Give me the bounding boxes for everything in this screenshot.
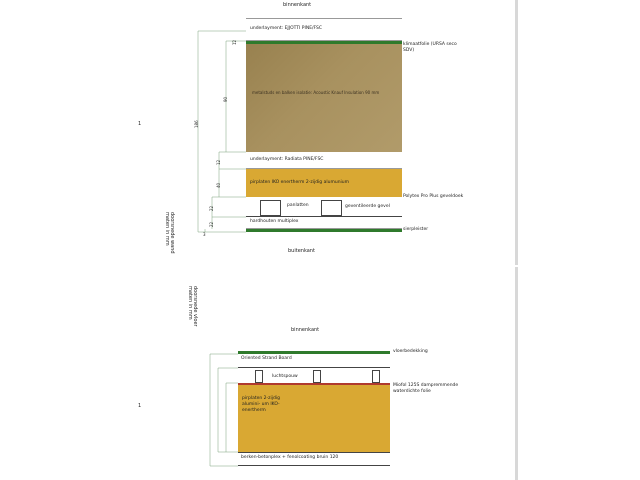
wall-pir-label: pirplaten IKO enertherm 2-zijdig alumunium (250, 180, 350, 185)
wall-top-label: binnenkant (283, 2, 312, 8)
wall-klimaatfolie-callout: klimaatfolie (URSA seco SDV) (403, 42, 457, 53)
wall-dim: 12 (216, 159, 221, 165)
wall-insulation-label: metalstuds en balken isolatie: Acoustic Knauf Insulation 90 mm (252, 90, 380, 95)
wall-side-label: doorsnede wand maten in mm (164, 212, 175, 254)
wall-dim: 90 (223, 96, 228, 102)
wall-multiplex-label: hardhouten multiplex (250, 219, 299, 224)
wall-bottom-label: buitenkant (288, 248, 315, 254)
wall-dim: 40 (216, 182, 221, 188)
wall-dim: 3 (203, 232, 206, 237)
wall-mark: 1 (138, 121, 142, 127)
wall-dim: 22 (209, 205, 214, 211)
floor-mark: 1 (138, 403, 142, 409)
wall-underlayment-mid-label: underlayment: Radiata PINE/FSC (250, 157, 324, 162)
wall-polytex-callout: Polytex Pro Plus geveldoek (403, 194, 464, 199)
wall-panlatten-label: panlatten (287, 203, 309, 208)
floor-vloerbedekking-callout: vloerbedekking (393, 349, 428, 354)
floor-miofol-callout: Miofol 125S dampremmende waterdichte folie (393, 383, 459, 394)
wall-underlayment-top-label: underlayment: EJJOTTI PINE/FSC (250, 26, 323, 31)
floor-top-label: binnenkant (291, 327, 320, 333)
wall-gevel-label: geventileerde gevel (345, 204, 390, 209)
wall-dim: 12 (232, 39, 237, 45)
wall-dim: 22 (209, 221, 214, 227)
floor-luchtspouw-label: luchtspouw (272, 374, 298, 379)
wall-dim-total: 186 (194, 120, 199, 128)
floor-osb-label: Oriented Strand Board (241, 356, 292, 361)
floor-side-label: doorsnede vloer maten in mm (187, 286, 198, 327)
wall-sierpleister-callout: sierpleister (403, 227, 429, 232)
floor-pir-label: pirplaten 2-zijdig alumini- um IKO-enertherm (242, 396, 280, 413)
floor-betonplex-label: berken-betonplex + fenolcoating bruin 120 (241, 455, 339, 460)
